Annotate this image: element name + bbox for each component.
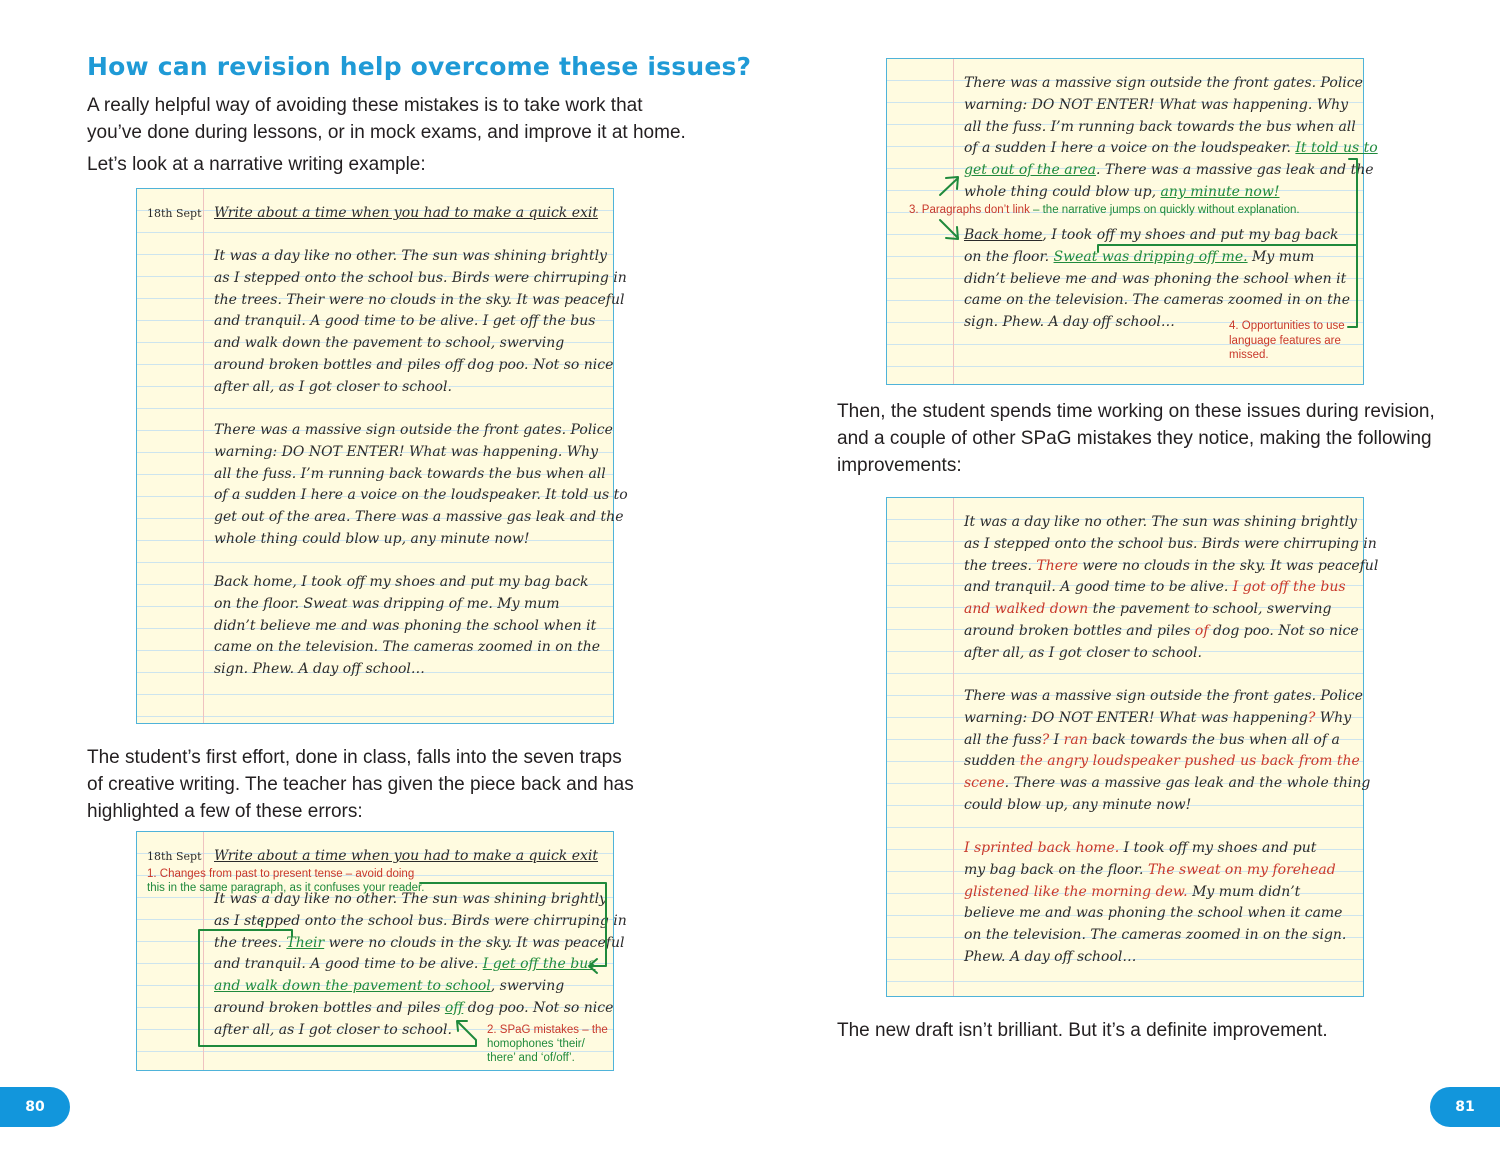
revision-highlight: ran [1063,731,1088,748]
title-text: Write about a time when you had to make a quick exit [214,205,599,221]
text-line: as I stepped onto the school bus. Birds were chirruping in [964,535,1377,552]
text-line [214,911,627,933]
revision-highlight: I sprinted back home. [964,840,1120,856]
text-segment: sudden [964,753,1020,770]
revision-highlight: ? [1041,731,1050,748]
annotation-line: homophones ‘their/ [487,1038,585,1050]
text-segment: and tranquil. A good time to be alive. [964,579,1233,596]
text-line: whole thing could blow up, any minute now! [214,530,530,547]
revision-highlight: the angry loudspeaker pushed us back from the [1019,753,1360,770]
paragraph-3 [214,572,600,681]
text-line [964,838,1346,860]
error-highlight: Sweat was dripping off me. [1053,248,1248,265]
text-line [964,730,1370,752]
annotated-paragraph [214,889,627,1042]
text-segment: the pavement to school, swerving [1088,601,1332,618]
page-number-left: 80 [0,1087,70,1127]
text-line: didn’t believe me and was phoning the school when it [964,270,1347,287]
text-line: There was a massive sign outside the front gates. Police [964,75,1363,91]
example-teacher-annotated [136,831,627,1071]
text-segment: all the fuss [964,731,1042,748]
annotation-line: language features are [1229,334,1341,347]
text-line [214,998,627,1020]
text-line: sign. Phew. A day off school… [964,314,1175,331]
text-line [964,882,1346,904]
text-line: all the fuss. I’m running back towards the bus when all [214,465,606,482]
then-line: improvements: [837,455,962,476]
paragraph-1 [214,246,627,399]
improved-paragraph-2 [964,686,1370,817]
text-line: after all, as I got closer to school. [214,378,452,395]
text-line: warning: DO NOT ENTER! What was happening. Why [964,96,1349,113]
text-segment: and tranquil. A good time to be alive. [214,956,483,973]
text-line: believe me and was phoning the school when it came [964,905,1343,922]
annotation-line: 1. Changes from past to present tense – avoid doing [147,868,415,880]
text-segment: , I took off my shoes and put my bag back [1042,227,1339,243]
text-segment: of a sudden I here a voice on the loudspeaker. [964,140,1296,157]
text-line [964,599,1378,621]
text-line [964,577,1378,599]
annotation-text: 3. Paragraphs don’t link [909,204,1030,216]
text-segment: the trees. [214,934,287,951]
explain-line: The student’s first effort, done in class, falls into the seven traps [87,747,622,768]
text-line [214,954,627,976]
title-text: Write about a time when you had to make a quick exit [214,848,599,864]
text-segment: I [1049,731,1064,748]
text-line: warning: DO NOT ENTER! What was happening. Why [214,443,599,460]
text-segment: on the floor. [964,248,1054,265]
text-line: after all, as I got closer to school. [964,644,1202,661]
text-line [964,773,1370,795]
then-paragraph [837,398,1435,479]
text-line: on the television. The cameras zoomed in on the sign. [964,927,1347,944]
intro-line: you’ve done during lessons, or in mock exams, and improve it at home. [87,122,686,143]
text-line [964,182,1378,204]
error-highlight: It told us to [1295,140,1378,157]
revision-highlight: scene [964,775,1005,792]
revision-highlight: I got off the bus [1232,579,1346,596]
text-line [964,160,1378,182]
text-line: sign. Phew. A day off school… [214,661,425,678]
text-line: and walk down the pavement to school, swerving [214,335,565,352]
revision-highlight: The sweat on my forehead [1147,861,1336,878]
text-line: Phew. A day off school… [964,948,1137,965]
explain-line: of creative writing. The teacher has given the piece back and has [87,774,634,795]
revision-highlight: There [1036,557,1078,574]
text-line [964,621,1378,643]
text-line [214,976,627,998]
error-highlight: get out of the area [964,162,1096,179]
text-line [964,556,1378,578]
text-line: of a sudden I here a voice on the loudspeaker. It told us to [214,487,628,504]
annotation-paragraphs [909,204,1300,216]
text-line: all the fuss. I’m running back towards the bus when all [964,118,1356,135]
text-line: after all, as I got closer to school. [214,1021,452,1038]
text-line [964,751,1370,773]
text-segment: as I step [214,912,275,929]
text-segment: my bag back on the floor. [964,861,1148,878]
then-line: and a couple of other SPaG mistakes they notice, making the following [837,428,1432,449]
improved-paragraph-3 [964,838,1346,969]
example-original-draft [136,188,628,724]
text-segment: dog poo. Not so nice [1208,622,1359,639]
revision-highlight: of [1194,622,1209,639]
annotated-paragraph-2 [964,73,1378,204]
annotation-line: missed. [1229,349,1269,361]
margin-line [953,59,954,384]
text-line [964,138,1378,160]
error-highlight: and walk down the pavement to school [214,978,491,995]
text-line: It was a day like no other. The sun was shining brightly [214,248,607,264]
text-segment: ped onto the school bus. Birds were chirruping in [274,912,627,929]
text-segment: warning: DO NOT ENTER! What was happening [964,709,1308,726]
annotation-tense [147,867,414,881]
entry-date: 18th Sept [147,850,202,863]
improved-paragraph-1 [964,512,1378,665]
annotation-line: there’ and ‘of/off’. [487,1052,575,1064]
annotation-line: 4. Opportunities to use [1229,320,1345,332]
text-segment: My mum [1247,248,1315,265]
text-segment: were no clouds in the sky. It was peaceful [324,934,625,951]
entry-title [214,846,598,868]
revision-highlight: glistened like the morning dew. [964,883,1188,900]
annotated-paragraph-3 [964,225,1350,334]
revision-highlight: ? [1307,709,1316,726]
text-line: around broken bottles and piles off dog poo. Not so nice [214,356,614,373]
text-segment: were no clouds in the sky. It was peaceful [1077,557,1379,574]
text-segment: around broken bottles and piles [964,622,1195,639]
lead-in-text: Let’s look at a narrative writing example: [87,154,426,175]
text-segment: back towards the bus when all of a [1087,731,1340,748]
text-line: get out of the area. There was a massive gas leak and the [214,509,624,526]
text-line: came on the television. The cameras zoomed in on the [214,639,601,656]
explanation-paragraph [87,744,634,825]
text-segment: whole thing could blow up, [964,183,1161,200]
text-line [964,860,1346,882]
text-segment: , swerving [490,978,565,995]
margin-line [203,189,204,723]
text-line: and tranquil. A good time to be alive. I get off the bus [214,313,596,330]
error-highlight: any minute now! [1160,183,1280,200]
then-line: Then, the student spends time working on these issues during revision, [837,401,1435,422]
error-highlight: off [444,999,464,1016]
error-highlight: I get off the bus [482,956,596,973]
text-segment: . There was a massive gas leak and the [1095,162,1374,179]
explain-line: highlighted a few of these errors: [87,801,363,822]
closing-text: The new draft isn’t brilliant. But it’s a definite improvement. [837,1020,1328,1041]
margin-line [953,498,954,996]
text-line: It was a day like no other. The sun was shining brightly [964,514,1357,530]
example-improved-draft [886,497,1379,997]
text-line: There was a massive sign outside the front gates. Police [964,688,1363,704]
intro-line: A really helpful way of avoiding these mistakes is to take work that [87,95,643,116]
text-segment: dog poo. Not so nice [463,999,614,1016]
annotation-spag [487,1023,608,1037]
text-segment: I took off my shoes and put [1119,840,1317,856]
text-segment: the trees. [964,557,1037,574]
text-line [964,708,1370,730]
text-line: the trees. Their were no clouds in the sky. It was peaceful [214,291,625,308]
annotation-text: – the narrative jumps on quickly without explanation. [1029,204,1300,216]
text-line [214,933,627,955]
error-highlight: Back home [964,227,1043,243]
error-highlight: Their [286,934,325,951]
text-segment: Why [1315,709,1352,726]
entry-title [214,203,598,225]
text-segment: . There was a massive gas leak and the whole thing [1004,775,1371,792]
annotation-line: this in the same paragraph, as it confuses your reader. [147,882,425,894]
text-line: could blow up, any minute now! [964,796,1192,813]
text-line: on the floor. Sweat was dripping of me. My mum [214,595,560,612]
annotation-language [1229,319,1345,363]
text-line: as I stepped onto the school bus. Birds were chirruping in [214,269,627,286]
revision-highlight: and walked down [964,601,1089,618]
text-line: came on the television. The cameras zoomed in on the [964,292,1351,309]
section-heading: How can revision help overcome these issues? [87,52,752,81]
text-segment: around broken bottles and piles [214,999,445,1016]
text-line: It was a day like no other. The sun was shining brightly [214,891,607,907]
text-segment: My mum didn’t [1187,883,1301,900]
text-line [964,247,1350,269]
paragraph-2 [214,420,628,551]
example-paragraph-annotated [886,58,1378,385]
intro-paragraph [87,92,686,146]
text-line: Back home, I took off my shoes and put my bag back [214,574,589,590]
text-line [964,225,1350,247]
annotation-spag-cont [487,1037,585,1065]
page-number-right: 81 [1430,1087,1500,1127]
text-line: didn’t believe me and was phoning the school when it [214,617,597,634]
annotation-line: 2. SPaG mistakes – the [487,1024,608,1036]
entry-date: 18th Sept [147,207,202,220]
text-line: There was a massive sign outside the front gates. Police [214,422,613,438]
